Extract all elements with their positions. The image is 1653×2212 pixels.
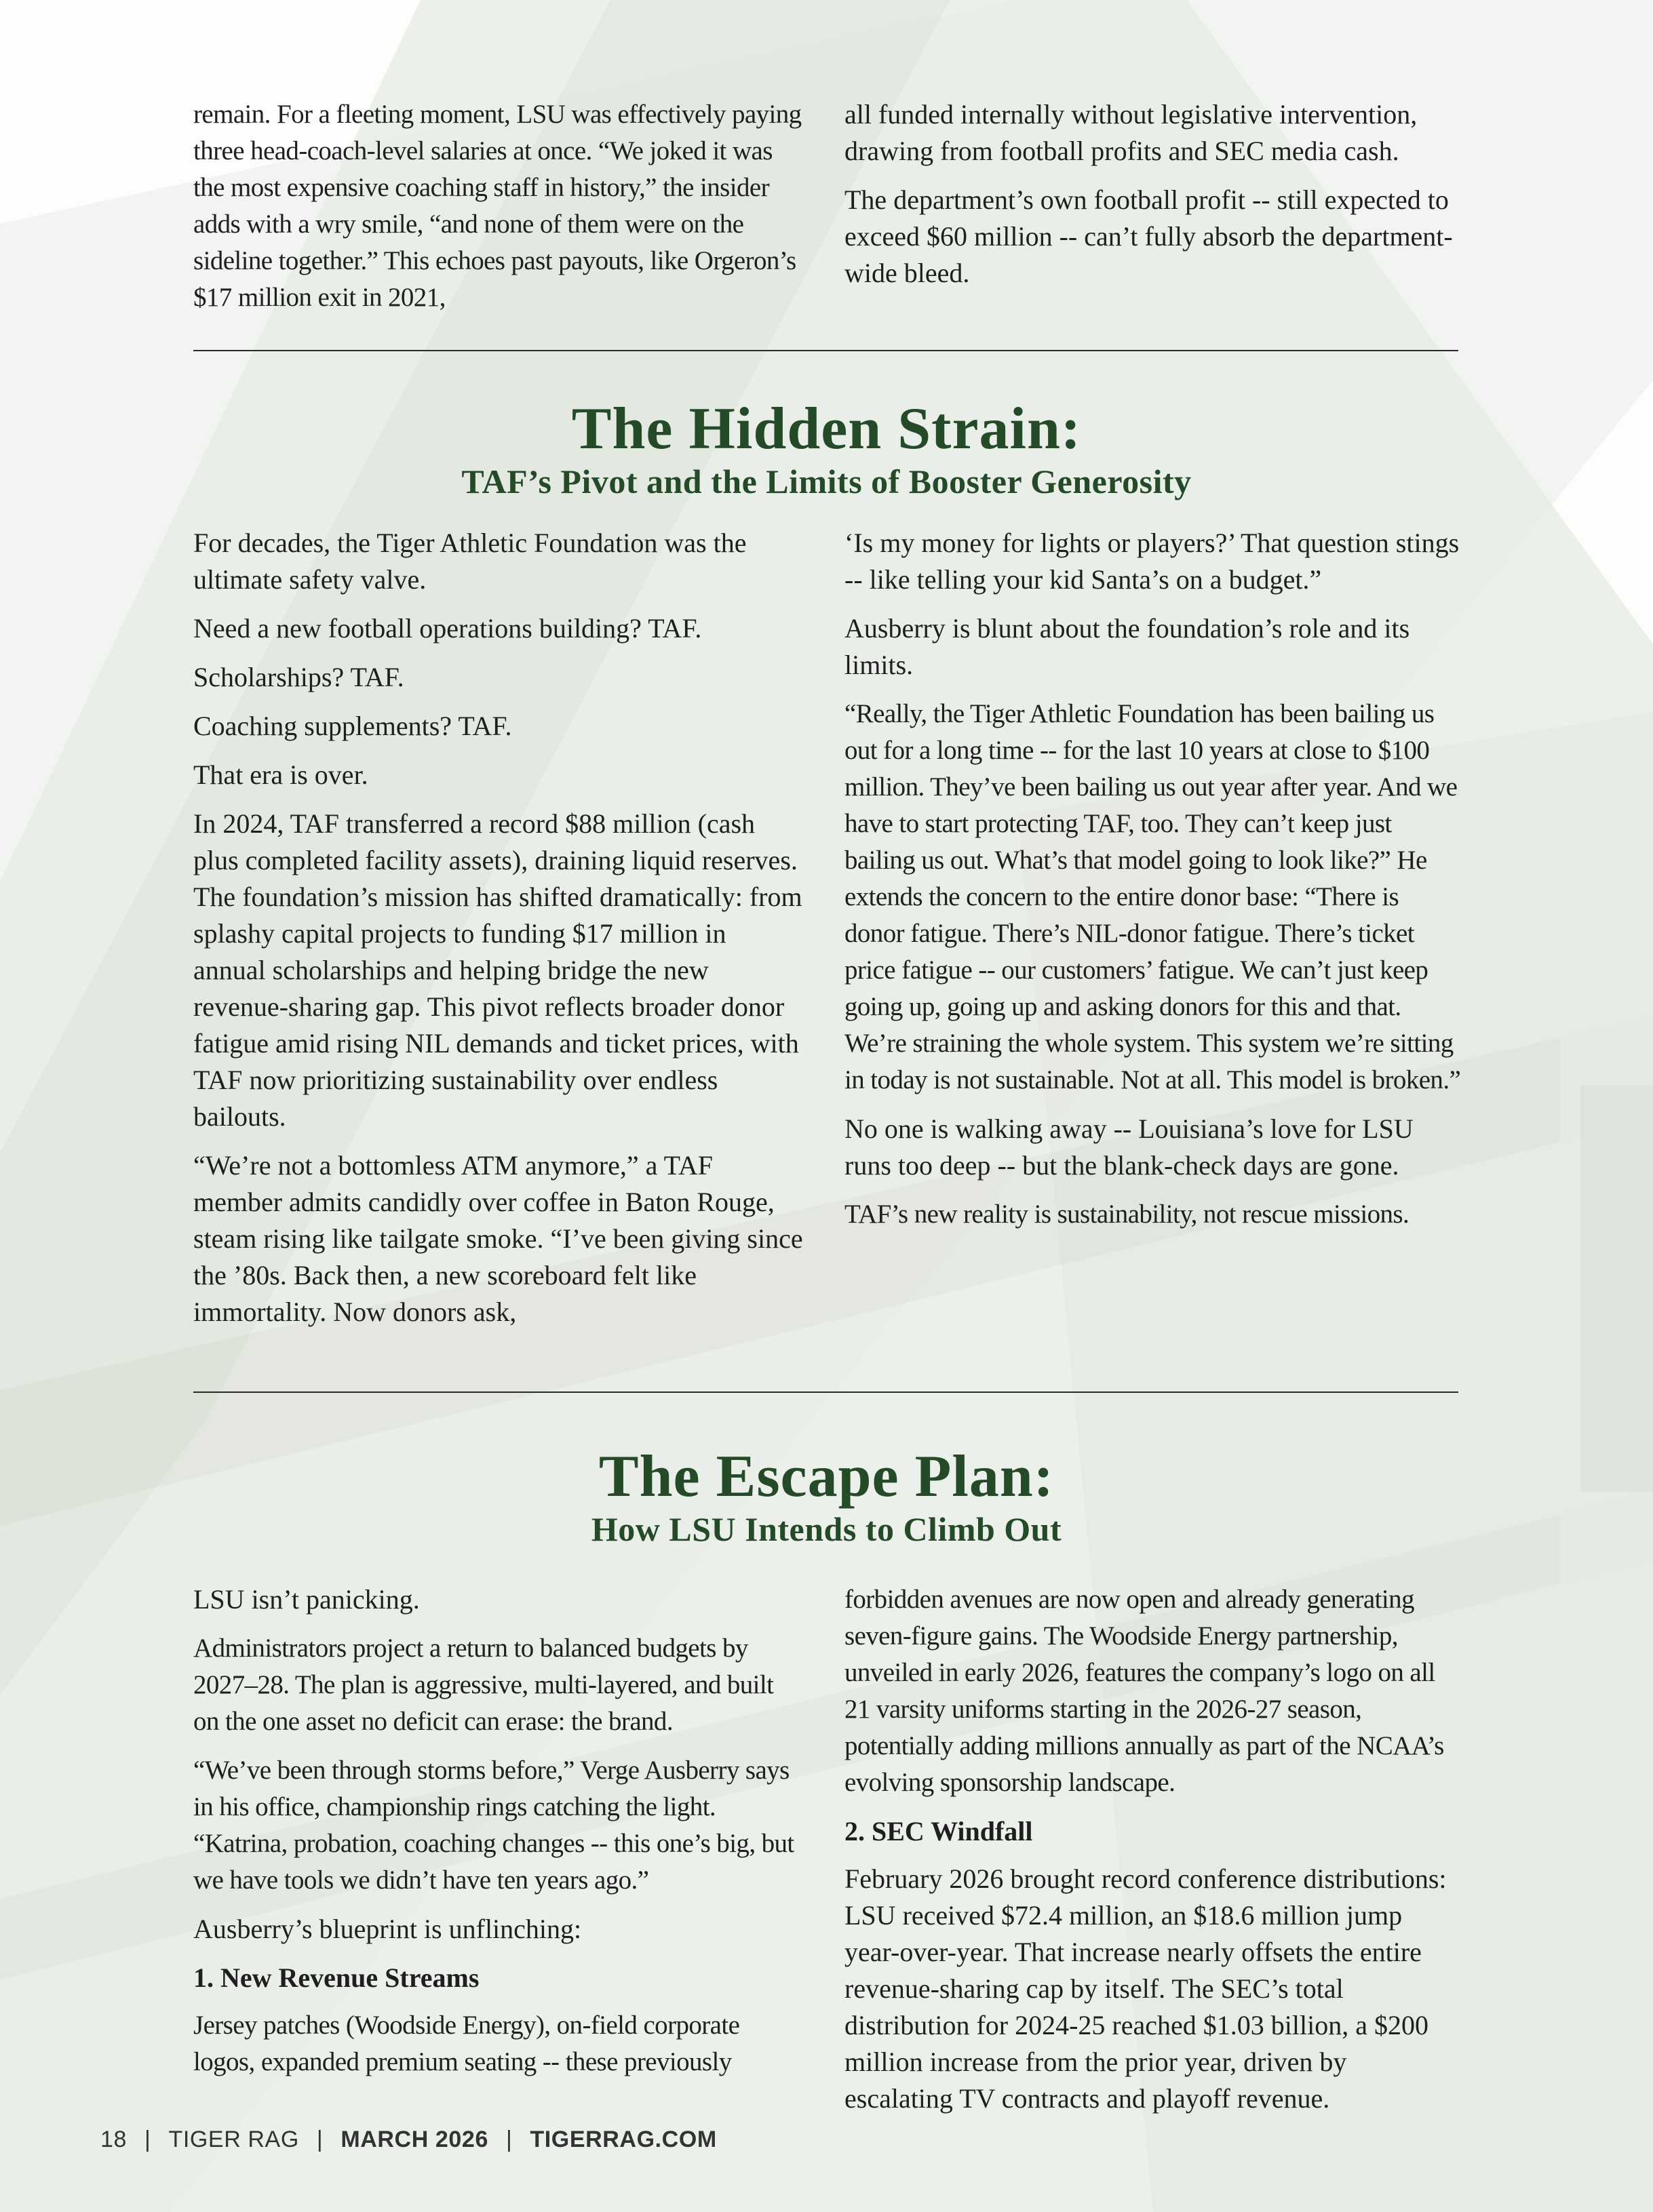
escape-plan-left-column (193, 1581, 804, 2093)
paragraph: “We’re not a bottomless ATM anymore,” a TAF member admits candidly over coffee in Baton Rouge, steam rising like tailgate smoke. “I’ve been giving since the ’80s. Back then, a new scoreboard felt like immortality. Now donors ask, (193, 1150, 803, 1327)
paragraph: The department’s own football profit -- still expected to exceed $60 million -- can’t fully absorb the department-wide bleed. (844, 184, 1453, 288)
footer-separator: | (505, 2127, 513, 2152)
paragraph: That era is over. (193, 759, 368, 790)
paragraph: Administrators project a return to balanced budgets by 2027–28. The plan is aggressive, multi-layered, and built on the one asset no deficit can erase: the brand. (193, 1634, 774, 1736)
section-subtitle: How LSU Intends to Climb Out (591, 1510, 1062, 1548)
page-number: 18 (100, 2127, 128, 2152)
paragraph: Ausberry is blunt about the foundation’s role and its limits. (844, 613, 1410, 680)
paragraph: forbidden avenues are now open and already generating seven-figure gains. The Woodside Energy partnership, unveiled in early 2026, features the company’s logo on all 21 varsity uniforms starting in the 2026-27 season, potentially adding millions annually as part of the NCAA’s evolving sponsorship landscape. (844, 1585, 1444, 1797)
section-divider (193, 1391, 1458, 1393)
paragraph: Need a new football operations building? TAF. (193, 613, 702, 644)
paragraph: ‘Is my money for lights or players?’ That question stings -- like telling your kid Santa’s on a budget.” (844, 528, 1460, 595)
section-heading-escape-plan (0, 1444, 1653, 1549)
paragraph: For decades, the Tiger Athletic Foundation was the ultimate safety valve. (193, 528, 747, 595)
footer-separator: | (144, 2127, 151, 2152)
footer-separator: | (316, 2127, 324, 2152)
section-heading-hidden-strain (0, 397, 1653, 501)
subheading-new-revenue-streams: 1. New Revenue Streams (193, 1962, 480, 1993)
subheading-sec-windfall: 2. SEC Windfall (844, 1816, 1033, 1846)
paragraph: Scholarships? TAF. (193, 662, 404, 692)
top-left-column (193, 96, 804, 328)
escape-plan-right-column (844, 1581, 1462, 2129)
magazine-name: TIGER RAG (168, 2127, 299, 2152)
paragraph: Coaching supplements? TAF. (193, 711, 512, 741)
paragraph: In 2024, TAF transferred a record $88 million (cash plus completed facility assets), draining liquid reserves. The foundation’s mission has shifted dramatically: from splashy capital projects to funding $17 million in annual scholarships and helping bridge the new revenue-sharing gap. This pivot reflects broader donor fatigue amid rising NIL demands and ticket prices, with TAF now prioritizing sustainability over endless bailouts. (193, 808, 802, 1132)
paragraph: LSU isn’t panicking. (193, 1584, 420, 1615)
top-right-column (844, 96, 1458, 304)
section-title: The Escape Plan: (598, 1444, 1055, 1509)
paragraph: “Really, the Tiger Athletic Foundation has been bailing us out for a long time -- for the last 10 years at close to $100 million. They’ve been bailing us out year after year. And we have to start protecting TAF, too. They can’t keep just bailing us out. What’s that model going to look like?” He extends the concern to the entire donor base: “There is donor fatigue. There’s NIL-donor fatigue. There’s ticket price fatigue -- our customers’ fatigue. We can’t just keep going up, going up and asking donors for this and that. We’re straining the whole system. This system we’re sitting in today is not sustainable. Not at all. This model is broken.” (844, 699, 1461, 1094)
paragraph: all funded internally without legislative intervention, drawing from football profits and SEC media cash. (844, 99, 1418, 166)
paragraph: No one is walking away -- Louisiana’s love for LSU runs too deep -- but the blank-check days are gone. (844, 1113, 1414, 1181)
paragraph: “We’ve been through storms before,” Verge Ausberry says in his office, championship rings catching the light. “Katrina, probation, coaching changes -- this one’s big, but we have tools we didn’t have ten years ago.” (193, 1756, 794, 1895)
website: TIGERRAG.COM (530, 2127, 717, 2152)
paragraph: TAF’s new reality is sustainability, not rescue missions. (844, 1200, 1409, 1229)
paragraph: remain. For a fleeting moment, LSU was effectively paying three head-coach-level salaries at once. “We joked it was the most expensive coaching staff in history,” the insider adds with a wry smile, “and none of them were on the sideline together.” This echoes past payouts, like Orgeron’s $17 million exit in 2021, (193, 100, 802, 312)
paragraph: February 2026 brought record conference distributions: LSU received $72.4 million, an $18.6 million jump year-over-year. That increase nearly offsets the entire revenue-sharing cap by itself. The SEC’s total distribution for 2024-25 reached $1.03 billion, a $200 million increase from the prior year, driven by escalating TV contracts and playoff revenue. (844, 1863, 1447, 2114)
paragraph: Jersey patches (Woodside Energy), on-field corporate logos, expanded premium seating -- these previously (193, 2011, 740, 2076)
hidden-strain-right-column (844, 525, 1462, 1245)
issue-date: MARCH 2026 (341, 2127, 488, 2152)
hidden-strain-left-column (193, 525, 804, 1343)
section-divider (193, 350, 1458, 351)
section-subtitle: TAF’s Pivot and the Limits of Booster Generosity (461, 462, 1192, 500)
section-title: The Hidden Strain: (571, 396, 1082, 462)
page-footer (100, 2127, 717, 2153)
paragraph: Ausberry’s blueprint is unflinching: (193, 1914, 582, 1944)
